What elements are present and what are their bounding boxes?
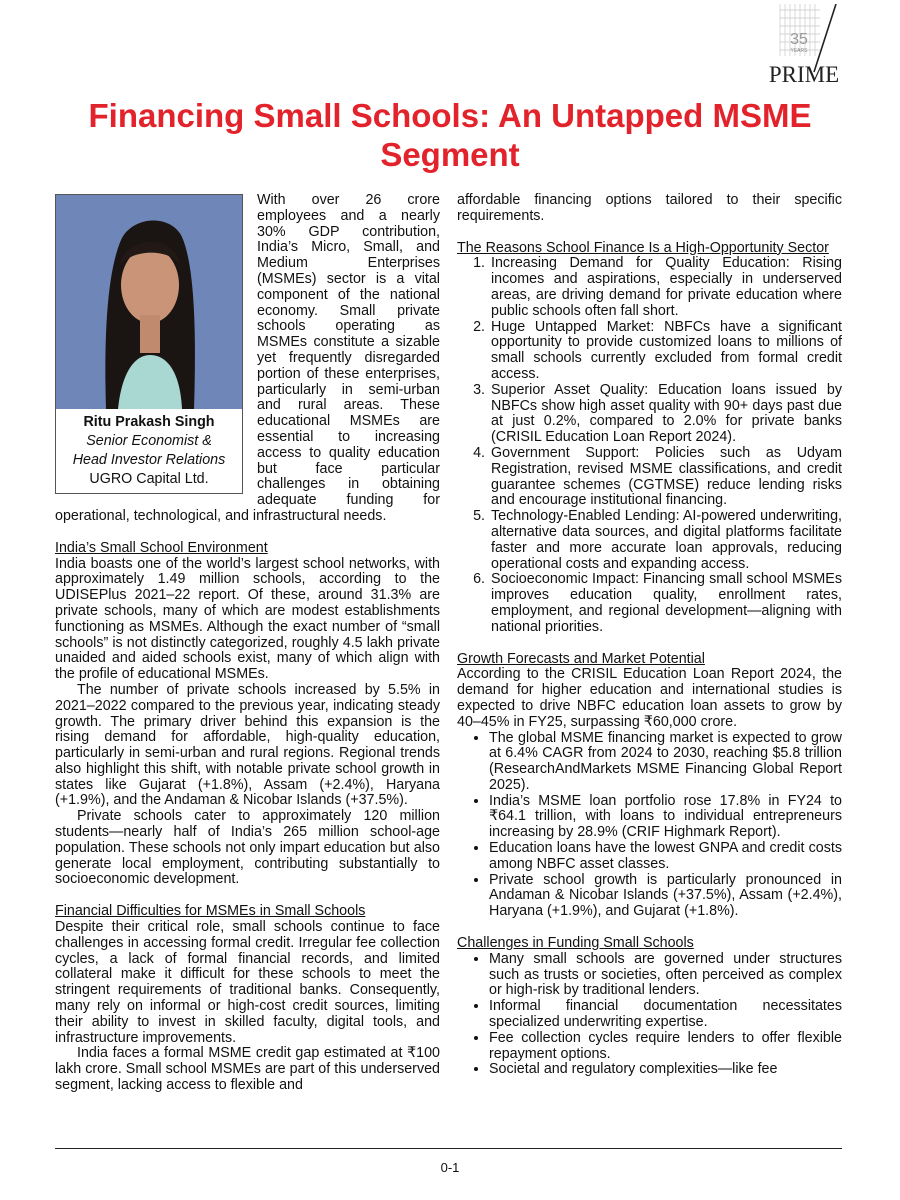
paragraph-environment-3: Private schools cater to approximately 120 million students—nearly half of India’s 265 million school-age population. These schools not only impart education but also generate local employment, contributing substantially to socioeconomic development. — [55, 808, 440, 888]
author-name: Ritu Prakash Singh — [83, 414, 215, 430]
reasons-list — [457, 256, 842, 635]
list-item: • The global MSME financing market is expected to grow at 6.4% CAGR from 2024 to 2030, reaching $5.8 trillion (ResearchAndMarkets MSME Financing Global Report 2025). — [489, 731, 842, 794]
list-item: 2. Huge Untapped Market: NBFCs have a significant opportunity to provide customized loans to millions of small schools currently excluded from formal credit access. — [489, 320, 842, 383]
author-box — [55, 194, 243, 494]
list-item: • Many small schools are governed under structures such as trusts or societies, often perceived as complex or high-risk by traditional lenders. — [489, 952, 842, 999]
list-item: • Fee collection cycles require lenders to offer flexible repayment options. — [489, 1031, 842, 1063]
list-item: • Societal and regulatory complexities—like fee — [489, 1062, 842, 1078]
paragraph-difficulties-1: Despite their critical role, small schools continue to face challenges in accessing formal credit. Irregular fee collection cycles, a lack of formal financial records, and limited collateral make it difficult for these schools to meet the stringent requirements of traditional banks. Consequently, many rely on informal or high-cost credit sources, limiting their ability to invest in skilled faculty, digital tools, and infrastructure improvements. — [55, 919, 440, 1046]
paragraph-environment-1: India boasts one of the world’s largest school networks, with approximately 1.49 million schools, according to the UDISEPlus 2021–22 report. Of these, around 31.3% are private schools, many of which are modest establishments functioning as MSMEs. Although the exact number of “small schools” is not distinctly categorized, roughly 4.5 lakh private unaided and aided schools exist, many of which align with the profile of educational MSMEs. — [55, 555, 440, 683]
author-portrait — [56, 195, 242, 409]
paragraph-continued: affordable financing options tailored to their specific requirements. — [457, 192, 842, 224]
list-item: • Education loans have the lowest GNPA and credit costs among NBFC asset classes. — [489, 841, 842, 873]
section-heading-challenges: Challenges in Funding Small Schools — [457, 935, 694, 952]
challenges-list — [457, 952, 842, 1078]
paragraph-growth: According to the CRISIL Education Loan Report 2024, the demand for higher education and international studies is expected to drive NBFC education loan assets to grow by 40–45% in FY25, surpassing ₹60,000 crore. — [457, 666, 842, 730]
section-heading-difficulties: Financial Difficulties for MSMEs in Small Schools — [55, 903, 366, 920]
prime-logo — [728, 4, 848, 88]
list-item: 4. Government Support: Policies such as Udyam Registration, revised MSME classifications, and credit guarantee schemes (CGTMSE) reduce lending risks and encourage institutional financing. — [489, 446, 842, 509]
logo-years-label: YEARS — [790, 48, 808, 54]
list-item: 3. Superior Asset Quality: Education loans issued by NBFCs show high asset quality with 90+ days past due at just 0.2%, compared to 2.0% for private banks (CRISIL Education Loan Report 2024). — [489, 383, 842, 446]
author-caption — [56, 409, 242, 489]
author-role-line2: Head Investor Relations — [72, 452, 226, 468]
intro-paragraph: With over 26 crore employees and a nearly 30% GDP contribution, India’s Micro, Small, and Medium Enterprises (MSMEs) sector is a vital component of the national economy. Small private schools operating as MSMEs constitute a sizable yet frequently disregarded portion of these enterprises, particularly in semi-urban and rural areas. These educational MSMEs are essential to increasing access to quality education but face particular challenges in obtaining adequate funding for operational, technological, and infrastructural needs. — [55, 192, 440, 524]
section-heading-reasons: The Reasons School Finance Is a High-Opportunity Sector — [457, 239, 829, 256]
page-number: 0-1 — [440, 1160, 460, 1175]
author-photo — [56, 195, 242, 409]
article-title: Financing Small Schools: An Untapped MSME Segment — [88, 97, 812, 173]
list-item: • India’s MSME loan portfolio rose 17.8% in FY24 to ₹64.1 trillion, with loans to individual entrepreneurs increasing by 28.9% (CRIF Highmark Report). — [489, 794, 842, 841]
left-column — [55, 193, 440, 1094]
author-company: UGRO Capital Ltd. — [89, 471, 209, 487]
footer-divider — [55, 1148, 842, 1149]
paragraph-difficulties-2: India faces a formal MSME credit gap estimated at ₹100 lakh crore. Small school MSMEs are part of this underserved segment, lacking access to flexible and — [55, 1045, 440, 1094]
prime-logo-graphic — [728, 4, 848, 88]
paragraph-environment-2: The number of private schools increased by 5.5% in 2021–2022 compared to the previous year, indicating steady growth. The primary driver behind this expansion is the rising demand for affordable, high-quality education, particularly in semi-urban and rural regions. Regional trends also highlight this shift, with notable private school growth in states like Gujarat (+1.8%), Assam (+2.4%), Haryana (+1.9%), and the Andaman & Nicobar Islands (+37.5%). — [55, 681, 440, 809]
logo-name: PRIME — [768, 62, 840, 87]
list-item: 5. Technology-Enabled Lending: AI-powered underwriting, alternative data sources, and digital platforms facilitate faster and more accurate loan approvals, reducing operational costs and expanding access. — [489, 509, 842, 572]
author-role-line1: Senior Economist & — [86, 433, 212, 449]
list-item: • Private school growth is particularly pronounced in Andaman & Nicobar Islands (+37.5%), Assam (+2.4%), Haryana (+1.9%), and Gujarat (+1.8%). — [489, 873, 842, 920]
list-item: 1. Increasing Demand for Quality Education: Rising incomes and aspirations, especially in underserved areas, are driving demand for private education where public schools often fall short. — [489, 256, 842, 319]
growth-list — [457, 731, 842, 921]
list-item: • Informal financial documentation necessitates specialized underwriting expertise. — [489, 999, 842, 1031]
section-heading-environment: India’s Small School Environment — [55, 539, 268, 556]
section-heading-growth: Growth Forecasts and Market Potential — [457, 650, 705, 667]
right-column — [457, 193, 842, 1078]
list-item: 6. Socioeconomic Impact: Financing small school MSMEs improves education quality, enrollment rates, employment, and regional development—aligning with national priorities. — [489, 572, 842, 635]
logo-years: 35 — [790, 31, 808, 48]
